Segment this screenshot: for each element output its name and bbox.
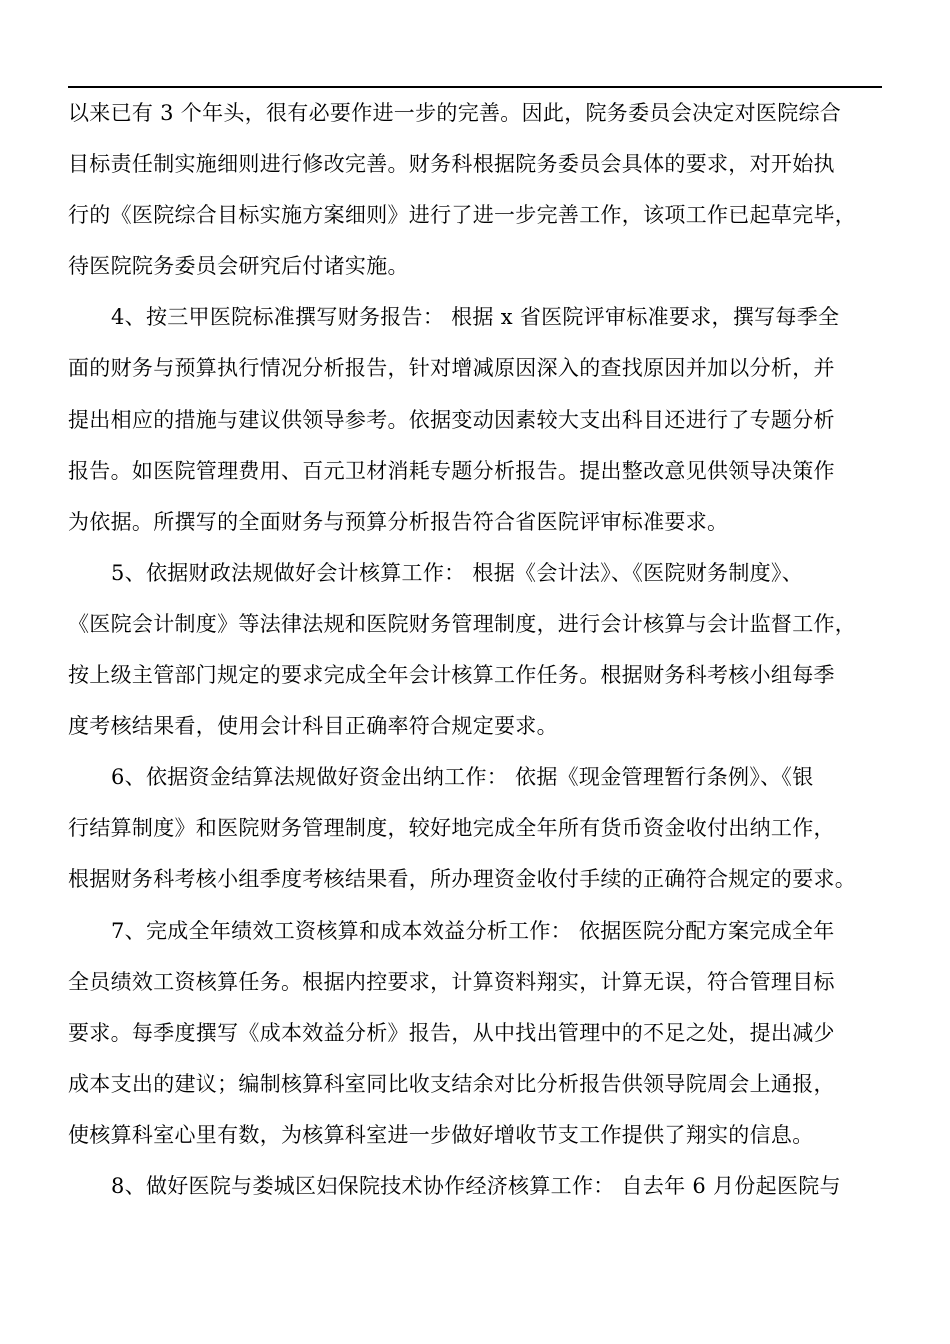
text-line: 要求。每季度撰写《成本效益分析》报告，从中找出管理中的不足之处，提出减少 xyxy=(68,1020,835,1045)
text-line: 按上级主管部门规定的要求完成全年会计核算工作任务。根据财务科考核小组每季 xyxy=(68,663,835,688)
text-line: 以来已有 3 个年头，很有必要作进一步的完善。因此，院务委员会决定对医院综合 xyxy=(68,101,842,125)
text-line: 全员绩效工资核算任务。根据内控要求，计算资料翔实，计算无误，符合管理目标 xyxy=(68,969,835,994)
text-line: 为依据。所撰写的全面财务与预算分析报告符合省医院评审标准要求。 xyxy=(68,509,729,534)
text-line: 根据财务科考核小组季度考核结果看，所办理资金收付手续的正确符合规定的要求。 xyxy=(68,867,857,892)
text-line: 4、按三甲医院标准撰写财务报告： 根据 x 省医院评审标准要求，撰写每季全 xyxy=(111,305,840,330)
text-line: 使核算科室心里有数，为核算科室进一步做好增收节支工作提供了翔实的信息。 xyxy=(68,1122,814,1147)
text-line: 提出相应的措施与建议供领导参考。依据变动因素较大支出科目还进行了专题分析 xyxy=(68,407,835,432)
text-line: 成本支出的建议；编制核算科室同比收支结余对比分析报告供领导院周会上通报， xyxy=(68,1071,835,1096)
text-line: 《医院会计制度》等法律法规和医院财务管理制度，进行会计核算与会计监督工作， xyxy=(68,611,857,636)
text-line: 待医院院务委员会研究后付诸实施。 xyxy=(68,254,409,279)
text-line: 面的财务与预算执行情况分析报告，针对增减原因深入的查找原因并加以分析，并 xyxy=(68,356,835,381)
text-line: 度考核结果看，使用会计科目正确率符合规定要求。 xyxy=(68,714,558,739)
text-line: 5、依据财政法规做好会计核算工作： 根据《会计法》、《医院财务制度》、 xyxy=(111,560,804,585)
body-text xyxy=(68,88,886,1212)
text-line: 6、依据资金结算法规做好资金出纳工作： 依据《现金管理暂行条例》、《银 xyxy=(111,765,814,790)
text-line: 8、做好医院与娄城区妇保院技术协作经济核算工作： 自去年 6 月份起医院与 xyxy=(111,1173,841,1198)
text-line: 行结算制度》和医院财务管理制度，较好地完成全年所有货币资金收付出纳工作， xyxy=(68,816,835,841)
text-line: 目标责任制实施细则进行修改完善。财务科根据院务委员会具体的要求，对开始执 xyxy=(68,152,835,177)
text-line: 报告。如医院管理费用、百元卫材消耗专题分析报告。提出整改意见供领导决策作 xyxy=(68,458,835,483)
text-line: 7、完成全年绩效工资核算和成本效益分析工作： 依据医院分配方案完成全年 xyxy=(111,918,835,943)
text-line: 行的《医院综合目标实施方案细则》进行了进一步完善工作，该项工作已起草完毕， xyxy=(68,203,857,228)
